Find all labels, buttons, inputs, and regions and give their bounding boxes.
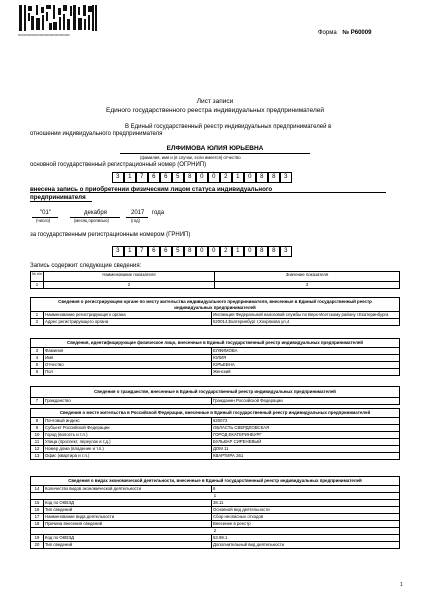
ogrnip-label: основной государственный регистрационный номер (ОГРНИП) <box>30 162 207 168</box>
row-value: ГОРОД ЕКАТЕРИНБУРГ <box>212 431 400 438</box>
digit-cell: 5 <box>172 246 185 257</box>
digit-cell: 8 <box>184 172 197 183</box>
caption-month: (месяц прописью) <box>74 218 109 223</box>
entry-year-suffix: года <box>152 210 165 216</box>
entry-month: декабря <box>84 210 107 216</box>
digit-cell: 0 <box>196 246 209 257</box>
form-label <box>318 30 371 36</box>
section-title: Сведения, идентифицирующие физическое лицо, внесенные в Единый государственный реестр индивидуальных предпринимателей <box>31 339 400 348</box>
row-value: 620014,Екатеринбург г,Хохрякова ул,4 <box>212 319 400 326</box>
grnip-label: за государственным регистрационным номером (ГРНИП) <box>30 232 191 238</box>
row-name: Номер дома (владение и т.п.) <box>44 445 212 452</box>
table-row <box>31 424 400 431</box>
table-row <box>31 431 400 438</box>
entry-underline-1 <box>30 192 386 193</box>
digit-cell: 5 <box>172 172 185 183</box>
table-row <box>31 397 400 404</box>
row-name: Имя <box>44 354 212 361</box>
row-number: 16 <box>31 506 44 513</box>
row-name: Код по ОКВЭД <box>44 499 212 506</box>
row-number: 18 <box>31 520 44 527</box>
document-title: Лист записи <box>196 98 234 105</box>
row-name: Город (волость и т.п.) <box>44 431 212 438</box>
table-row <box>31 368 400 375</box>
ogrnip-digits <box>112 172 292 181</box>
row-name: Причина внесения сведений <box>44 520 212 527</box>
row-number: 8 <box>31 417 44 424</box>
table-row <box>31 438 400 445</box>
row-value: Основной вид деятельности <box>212 506 400 513</box>
row-number: 12 <box>31 445 44 452</box>
row-number: 3 <box>31 347 44 354</box>
digit-cell: 2 <box>220 246 233 257</box>
document-subtitle: Единого государственного реестра индивидуальных предпринимателей <box>105 107 324 114</box>
row-value: 38.11 <box>212 499 400 506</box>
row-number: 17 <box>31 513 44 520</box>
page-number: 1 <box>400 582 403 588</box>
digit-cell: 3 <box>112 246 125 257</box>
row-number: 10 <box>31 431 44 438</box>
section-citizenship <box>30 386 400 405</box>
table-row <box>31 534 400 541</box>
table-row <box>31 485 400 492</box>
row-number: 14 <box>31 485 44 492</box>
digit-cell: 6 <box>148 172 161 183</box>
row-name: Тип сведений <box>44 506 212 513</box>
row-number: 13 <box>31 452 44 459</box>
row-name: Код по ОКВЭД <box>44 534 212 541</box>
section-title: Сведения о гражданстве, внесенные в Единый государственный реестр индивидуальных предпринимателей <box>31 387 400 398</box>
header-col-name: Наименование показателя <box>44 272 215 282</box>
digit-cell: 0 <box>244 172 257 183</box>
row-name: Субъект Российской Федерации <box>44 424 212 431</box>
header-col-value: Значение показателя <box>215 272 400 282</box>
row-value: Женский <box>212 368 400 375</box>
row-value: Дополнительный вид деятельности <box>212 541 400 548</box>
caption-day: (число) <box>36 218 51 223</box>
row-number: 15 <box>31 499 44 506</box>
row-name: Фамилия <box>44 347 212 354</box>
table-row <box>31 513 400 520</box>
digit-cell: 8 <box>256 172 269 183</box>
row-name: Количество видов экономической деятельности <box>44 485 212 492</box>
row-value: Инспекция Федеральной налоговой службы по Верх-Исетскому району г.Екатеринбурга <box>212 312 400 319</box>
name-underline <box>120 153 310 154</box>
intro-line-2: отношении индивидуального предпринимателя <box>30 131 163 137</box>
row-value: 63.99.1 <box>212 534 400 541</box>
records-header-table <box>30 271 400 289</box>
table-row <box>31 312 400 319</box>
caption-year: (год) <box>131 218 140 223</box>
digit-cell: 8 <box>268 246 281 257</box>
row-name: Пол <box>44 368 212 375</box>
row-number: 4 <box>31 354 44 361</box>
digit-cell: 7 <box>136 246 149 257</box>
row-value: ЮЛИЯ <box>212 354 400 361</box>
row-number: 19 <box>31 534 44 541</box>
intro-line-1: В Единый государственный реестр индивидуальных предпринимателей в <box>125 124 332 130</box>
table-row <box>31 361 400 368</box>
row-value: БУЛЬВАР СИРЕНЕВЫЙ <box>212 438 400 445</box>
table-row <box>31 417 400 424</box>
group-label: 2 <box>31 527 400 534</box>
entry-title-line-1: внесена запись о приобретении физическим лицом статуса индивидуального <box>30 186 273 193</box>
table-row <box>31 445 400 452</box>
header-num-2: 2 <box>44 282 215 289</box>
digit-cell: 7 <box>136 172 149 183</box>
row-name: Почтовый индекс <box>44 417 212 424</box>
section-title: Сведения о месте жительства в Российской Федерации, внесенные в Единый государственный реестр индивидуальных предпринимателей <box>31 409 400 418</box>
table-row <box>31 499 400 506</box>
digit-cell: 6 <box>148 246 161 257</box>
digit-cell: 6 <box>160 172 173 183</box>
table-row <box>31 354 400 361</box>
barcode-number: 0000000000000000000000000000000 <box>18 33 70 37</box>
row-name: Наименование вида деятельности <box>44 513 212 520</box>
digit-cell: 3 <box>112 172 125 183</box>
section-title: Сведения о регистрирующем органе по месту жительства индивидуального предпринимателя, внесенные в Единый государственный реестр индивидуальных предпринимателей <box>31 298 400 312</box>
digit-cell: 1 <box>124 246 137 257</box>
section-residence <box>30 408 400 460</box>
header-col-number: № п/п <box>31 272 44 282</box>
row-name: Гражданство <box>44 397 212 404</box>
digit-cell: 3 <box>280 172 293 183</box>
table-row <box>31 541 400 548</box>
form-number: № Р60009 <box>342 30 372 36</box>
digit-cell: 8 <box>184 246 197 257</box>
table-row <box>31 347 400 354</box>
row-value: ЮРЬЕВНА <box>212 361 400 368</box>
section-economic-activity <box>30 476 400 549</box>
digit-cell: 6 <box>160 246 173 257</box>
section-registration-authority <box>30 297 400 326</box>
entry-title-line-2: предпринимателя <box>30 194 86 201</box>
row-value: 620072 <box>212 417 400 424</box>
section-identification <box>30 338 400 376</box>
group-label: 1 <box>31 492 400 499</box>
row-number: 1 <box>31 312 44 319</box>
row-number: 6 <box>31 368 44 375</box>
entry-underline-2 <box>30 201 92 202</box>
entry-day: "01" <box>40 210 51 216</box>
row-number: 11 <box>31 438 44 445</box>
person-name: ЕЛФИМОВА ЮЛИЯ ЮРЬЕВНА <box>166 145 264 152</box>
digit-cell: 0 <box>208 172 221 183</box>
digit-cell: 0 <box>208 246 221 257</box>
barcode-image <box>18 4 98 32</box>
row-value: Гражданин Российской Федерации <box>212 397 400 404</box>
form-label-text: Форма <box>318 30 337 36</box>
row-name: Наименование регистрирующего органа <box>44 312 212 319</box>
row-value: ЕЛФИМОВА <box>212 347 400 354</box>
table-row <box>31 520 400 527</box>
header-num-1: 1 <box>31 282 44 289</box>
digit-cell: 2 <box>220 172 233 183</box>
grnip-digits <box>112 246 292 255</box>
row-name: Улица (проспект, переулок и т.д.) <box>44 438 212 445</box>
row-name: Офис (квартира и т.п.) <box>44 452 212 459</box>
row-value: КВАРТИРА 261 <box>212 452 400 459</box>
table-row <box>31 319 400 326</box>
row-value: 6 <box>212 485 400 492</box>
row-name: Отчество <box>44 361 212 368</box>
digit-cell: 8 <box>268 172 281 183</box>
table-row <box>31 452 400 459</box>
digit-cell: 1 <box>232 246 245 257</box>
row-value: ДОМ 11 <box>212 445 400 452</box>
row-number: 5 <box>31 361 44 368</box>
row-name: Тип сведений <box>44 541 212 548</box>
records-intro: Запись содержит следующие сведения: <box>30 263 142 269</box>
digit-cell: 0 <box>244 246 257 257</box>
row-name: Адрес регистрирующего органа <box>44 319 212 326</box>
digit-cell: 8 <box>256 246 269 257</box>
entry-year: 2017 <box>131 210 145 216</box>
name-caption: (фамилия, имя и (в случае, если имеется) отчество <box>140 155 241 160</box>
row-value: Внесение в реестр <box>212 520 400 527</box>
digit-cell: 0 <box>196 172 209 183</box>
row-value: ОБЛАСТЬ СВЕРДЛОВСКАЯ <box>212 424 400 431</box>
header-num-3: 3 <box>215 282 400 289</box>
row-number: 9 <box>31 424 44 431</box>
digit-cell: 1 <box>124 172 137 183</box>
digit-cell: 3 <box>280 246 293 257</box>
row-value: Сбор неопасных отходов <box>212 513 400 520</box>
row-number: 20 <box>31 541 44 548</box>
digit-cell: 1 <box>232 172 245 183</box>
table-row <box>31 506 400 513</box>
row-number: 7 <box>31 397 44 404</box>
row-number: 2 <box>31 319 44 326</box>
section-title: Сведения о видах экономической деятельности, внесенные в Единый государственный реестр индивидуальных предпринимателей <box>31 477 400 486</box>
